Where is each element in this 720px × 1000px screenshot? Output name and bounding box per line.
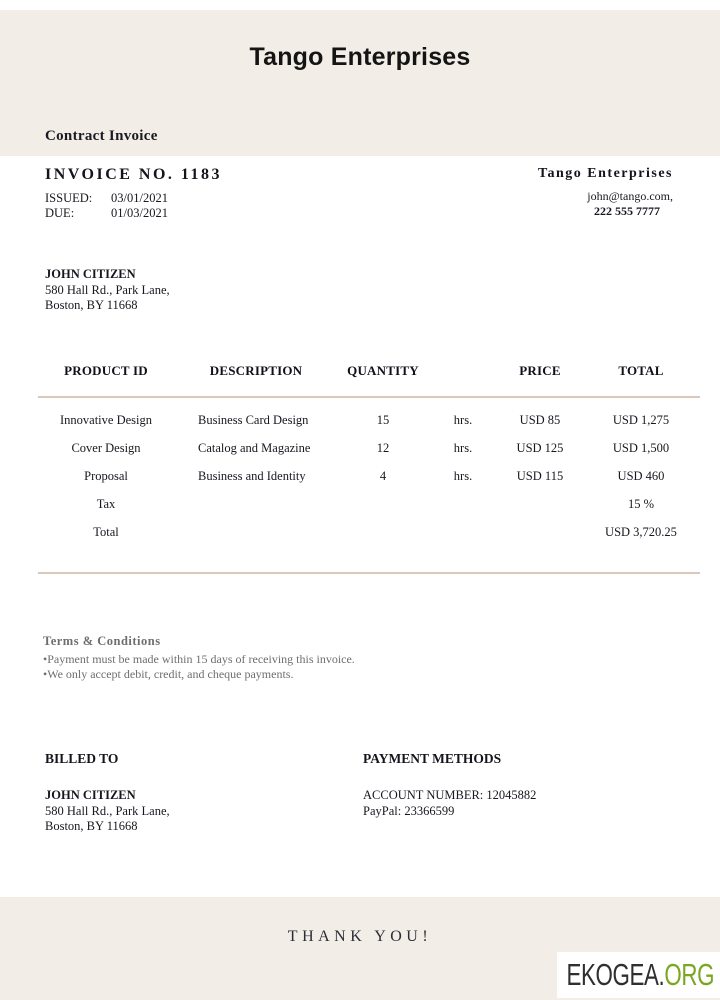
billed-to-block <box>45 751 363 835</box>
ekogea-logo <box>566 957 714 993</box>
cell-quantity: 15 <box>376 412 390 427</box>
table-row <box>38 462 700 490</box>
ekogea-logo-name: EKOGEA. <box>566 957 665 992</box>
cell-total: USD 460 <box>617 468 665 483</box>
customer-name: JOHN CITIZEN <box>45 788 136 802</box>
cell-price: USD 115 <box>516 468 564 483</box>
terms-item: • We only accept debit, credit, and cheque payments. <box>43 667 355 682</box>
invoice-dates <box>45 191 222 221</box>
company-name: Tango Enterprises <box>537 166 673 181</box>
ekogea-logo-tld: ORG <box>664 957 714 992</box>
table-body <box>38 406 700 546</box>
issued-label: ISSUED: <box>45 191 93 205</box>
cell-unit: hrs. <box>453 468 473 483</box>
cell-quantity: 4 <box>379 468 387 483</box>
payment-details <box>363 788 536 819</box>
grand-total-label: Total <box>93 524 119 539</box>
billed-payment-section <box>45 751 685 835</box>
tax-value: 15 % <box>627 496 655 511</box>
issued-date: 03/01/2021 <box>111 191 168 205</box>
cell-quantity: 12 <box>376 440 390 455</box>
table-row <box>38 434 700 462</box>
cell-total: USD 1,275 <box>612 412 670 427</box>
company-email: john@tango.com, <box>587 189 673 203</box>
due-date: 01/03/2021 <box>111 206 168 220</box>
customer-address-line2: Boston, BY 11668 <box>45 298 138 312</box>
customer-address-line1: 580 Hall Rd., Park Lane, <box>45 282 170 297</box>
due-row <box>45 206 222 221</box>
customer-address-line1: 580 Hall Rd., Park Lane, <box>45 803 170 818</box>
header-price: PRICE <box>519 363 561 378</box>
tax-label: Tax <box>96 496 116 511</box>
grand-total-value: USD 3,720.25 <box>605 524 677 539</box>
due-label: DUE: <box>45 206 75 220</box>
cell-product-id: Innovative Design <box>60 412 152 427</box>
payment-methods-heading: PAYMENT METHODS <box>363 751 502 766</box>
items-table <box>38 363 700 574</box>
company-phone: 222 555 7777 <box>594 204 660 218</box>
thank-you-message: THANK YOU! <box>287 928 433 945</box>
tax-row <box>38 490 700 518</box>
billed-to-heading: BILLED TO <box>45 751 119 766</box>
header-band <box>0 10 720 156</box>
watermark-box <box>557 952 720 998</box>
cell-total: USD 1,500 <box>612 440 670 455</box>
header-description: DESCRIPTION <box>209 363 303 378</box>
header-quantity: QUANTITY <box>347 363 419 378</box>
cell-unit: hrs. <box>453 440 473 455</box>
invoice-meta <box>45 166 673 221</box>
customer-address-block <box>45 267 170 314</box>
cell-price: USD 125 <box>516 440 564 455</box>
header-unit <box>428 363 498 385</box>
cell-description: Catalog and Magazine <box>198 440 311 455</box>
cell-description: Business and Identity <box>198 468 306 483</box>
cell-price: USD 85 <box>519 412 561 427</box>
terms-title: Terms & Conditions <box>43 634 161 648</box>
footer-band <box>0 897 720 1000</box>
cell-product-id: Proposal <box>84 468 128 483</box>
table-bottom-rule <box>38 572 700 574</box>
table-header-row <box>38 363 700 385</box>
cell-product-id: Cover Design <box>71 440 141 455</box>
table-top-rule <box>38 396 700 398</box>
account-number: ACCOUNT NUMBER: 12045882 <box>363 788 537 802</box>
cell-unit: hrs. <box>453 412 473 427</box>
terms-item: • Payment must be made within 15 days of receiving this invoice. <box>43 652 355 667</box>
issued-row <box>45 191 222 206</box>
customer-address-line2: Boston, BY 11668 <box>45 819 138 833</box>
header-product-id: PRODUCT ID <box>64 363 148 378</box>
invoice-number: INVOICE NO. 1183 <box>45 166 223 183</box>
billed-customer-address <box>45 788 363 835</box>
table-row <box>38 406 700 434</box>
customer-name: JOHN CITIZEN <box>45 267 136 281</box>
payment-methods-block <box>363 751 536 835</box>
invoice-number-block <box>45 166 222 221</box>
paypal-number: PayPal: 23366599 <box>363 803 455 818</box>
grand-total-row <box>38 518 700 546</box>
company-title: Tango Enterprises <box>249 43 471 71</box>
header-total: TOTAL <box>618 363 664 378</box>
terms-section <box>43 634 355 682</box>
company-contact-block <box>538 166 673 221</box>
document-type-label: Contract Invoice <box>45 128 158 144</box>
cell-description: Business Card Design <box>198 412 309 427</box>
